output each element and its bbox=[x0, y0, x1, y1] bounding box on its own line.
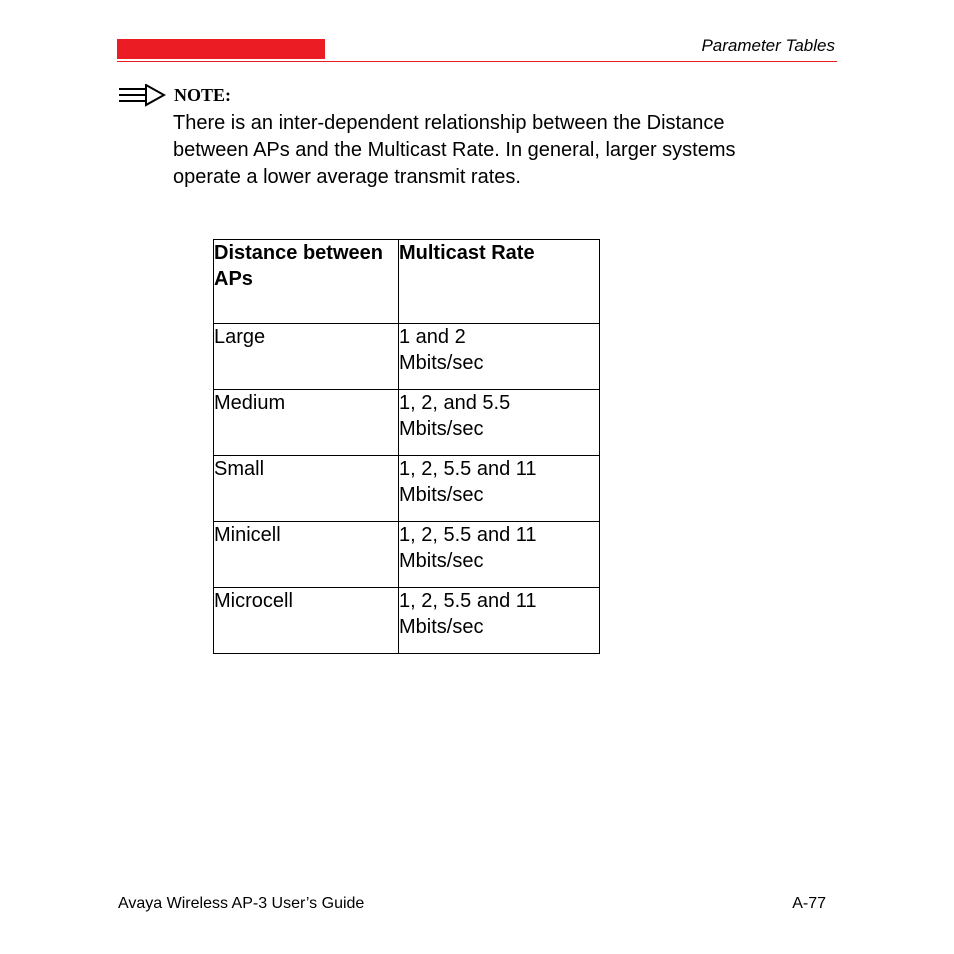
table-header-row bbox=[214, 240, 600, 324]
column-header-multicast-rate: Multicast Rate bbox=[399, 240, 600, 324]
table-row bbox=[214, 522, 600, 588]
footer-page-number: A-77 bbox=[792, 895, 826, 912]
note-line: between APs and the Multicast Rate. In general, larger systems bbox=[173, 139, 736, 161]
distance-cell: Microcell bbox=[214, 588, 399, 654]
note-body bbox=[173, 110, 823, 191]
distance-cell: Large bbox=[214, 324, 399, 390]
header-rule bbox=[117, 61, 837, 62]
header-red-bar bbox=[117, 39, 325, 59]
rate-cell: 1 and 2 Mbits/sec bbox=[399, 324, 600, 390]
rate-cell: 1, 2, 5.5 and 11 Mbits/sec bbox=[399, 522, 600, 588]
footer-book-title: Avaya Wireless AP-3 User’s Guide bbox=[118, 895, 365, 912]
rate-cell: 1, 2, 5.5 and 11 Mbits/sec bbox=[399, 588, 600, 654]
column-header-distance: Distance between APs bbox=[214, 240, 399, 324]
table-row bbox=[214, 390, 600, 456]
table-row bbox=[214, 324, 600, 390]
table-row bbox=[214, 588, 600, 654]
running-header-title: Parameter Tables bbox=[701, 36, 835, 55]
table-row bbox=[214, 456, 600, 522]
rate-cell: 1, 2, and 5.5 Mbits/sec bbox=[399, 390, 600, 456]
note-arrow-icon bbox=[118, 84, 166, 108]
distance-cell: Minicell bbox=[214, 522, 399, 588]
rate-cell: 1, 2, 5.5 and 11 Mbits/sec bbox=[399, 456, 600, 522]
distance-cell: Small bbox=[214, 456, 399, 522]
note-label: NOTE: bbox=[174, 85, 232, 105]
distance-cell: Medium bbox=[214, 390, 399, 456]
note-line: operate a lower average transmit rates. bbox=[173, 166, 521, 188]
note-line: There is an inter-dependent relationship between the Distance bbox=[173, 112, 725, 134]
multicast-rate-table bbox=[213, 239, 600, 654]
